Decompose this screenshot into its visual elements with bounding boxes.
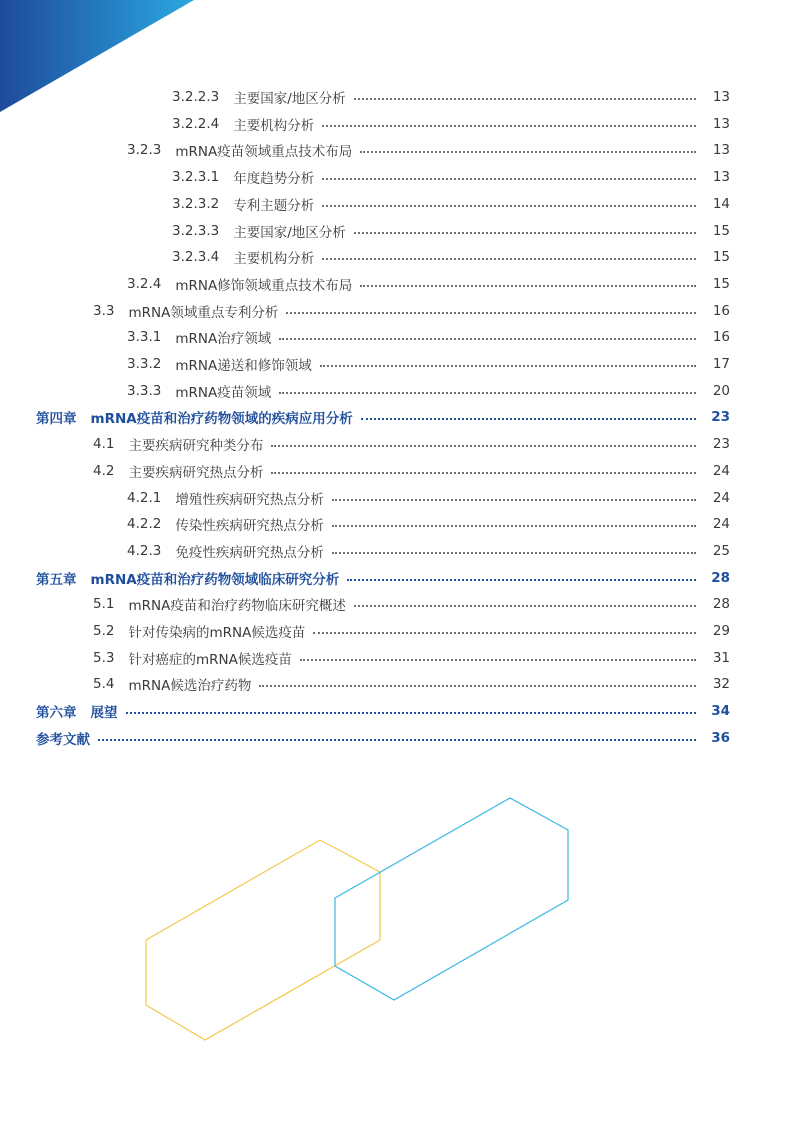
toc-entry[interactable] — [0, 351, 793, 377]
toc-page-number: 29 — [712, 623, 730, 639]
toc-entry[interactable] — [0, 137, 793, 163]
toc-entry-title: 主要机构分析 — [233, 117, 315, 134]
toc-entry-title: mRNA疫苗和治疗药物领域临床研究分析 — [90, 571, 340, 588]
toc-entry[interactable] — [0, 458, 793, 484]
toc-leader-dots — [332, 499, 696, 501]
toc-entry[interactable] — [0, 218, 793, 244]
toc-leader-dots — [360, 151, 696, 153]
toc-entry-number: 3.2.3 — [127, 142, 162, 159]
toc-leader-dots — [354, 605, 696, 607]
toc-entry[interactable] — [0, 431, 793, 457]
toc-entry-title: 免疫性疾病研究热点分析 — [175, 544, 324, 561]
toc-entry-title: mRNA递送和修饰领域 — [175, 358, 312, 374]
toc-chapter-entry[interactable] — [0, 404, 793, 430]
toc-entry-number: 3.3 — [93, 302, 115, 319]
toc-entry-title: mRNA疫苗领域 — [175, 384, 272, 401]
toc-entry-title: 专利主题分析 — [233, 197, 315, 214]
toc-leader-dots — [98, 739, 696, 741]
toc-chapter-entry[interactable] — [0, 725, 793, 751]
toc-entry-number: 4.2.2 — [127, 516, 162, 533]
toc-entry[interactable] — [0, 671, 793, 697]
toc-entry[interactable] — [0, 271, 793, 297]
toc-entry-number: 4.1 — [93, 436, 115, 453]
toc-page-number: 15 — [712, 275, 730, 292]
toc-entry-number: 4.2 — [93, 462, 115, 479]
toc-page-number: 17 — [712, 356, 730, 372]
toc-entry[interactable] — [0, 485, 793, 511]
toc-entry-title: 针对癌症的mRNA候选疫苗 — [128, 651, 292, 668]
toc-entry-number: 4.2.3 — [127, 542, 162, 559]
toc-entry-number: 3.2.4 — [127, 275, 162, 292]
toc-leader-dots — [360, 285, 696, 287]
toc-entry-title: 针对传染病的mRNA候选疫苗 — [128, 625, 306, 641]
toc-page-number: 24 — [712, 462, 730, 479]
toc-leader-dots — [354, 98, 696, 100]
toc-page-number: 13 — [712, 115, 730, 132]
toc-leader-dots — [300, 659, 696, 661]
toc-entry-title: mRNA候选治疗药物 — [128, 678, 252, 695]
toc-entry-number: 第四章 — [36, 411, 77, 428]
toc-leader-dots — [322, 178, 696, 180]
toc-entry-number: 3.3.2 — [127, 356, 162, 372]
toc-page-number: 28 — [711, 569, 730, 586]
toc-page-number: 24 — [712, 489, 730, 506]
toc-entry-number: 3.3.1 — [127, 329, 162, 346]
toc-entry-number: 5.2 — [93, 623, 115, 639]
toc-leader-dots — [354, 232, 696, 234]
toc-entry-number: 3.2.3.2 — [172, 195, 220, 212]
toc-entry-title: mRNA疫苗和治疗药物领域的疾病应用分析 — [90, 411, 353, 428]
toc-entry-number: 3.2.3.4 — [172, 249, 220, 266]
toc-leader-dots — [320, 365, 696, 367]
toc-page-number: 14 — [712, 195, 730, 212]
toc-entry[interactable] — [0, 618, 793, 644]
toc-entry-number: 3.3.3 — [127, 382, 162, 399]
toc-leader-dots — [271, 472, 696, 474]
toc-entry-title: 传染性疾病研究热点分析 — [175, 518, 324, 535]
toc-entry[interactable] — [0, 645, 793, 671]
toc-page-number: 28 — [712, 596, 730, 613]
toc-page-number: 16 — [712, 302, 730, 319]
toc-entry-number: 4.2.1 — [127, 489, 162, 506]
toc-entry-title: 年度趋势分析 — [233, 171, 315, 188]
toc-entry[interactable] — [0, 191, 793, 217]
toc-entry-title: 主要国家/地区分析 — [233, 224, 346, 241]
toc-entry-number: 5.3 — [93, 649, 115, 666]
toc-page-number: 34 — [711, 703, 730, 720]
yellow-hexagon — [146, 840, 380, 1040]
toc-page-number: 23 — [711, 409, 730, 426]
toc-page-number: 16 — [712, 329, 730, 346]
toc-entry-title: 主要疾病研究种类分布 — [128, 438, 264, 455]
toc-entry[interactable] — [0, 84, 793, 110]
toc-leader-dots — [313, 632, 696, 634]
toc-entry[interactable] — [0, 164, 793, 190]
toc-leader-dots — [322, 258, 696, 260]
toc-entry-number: 3.2.2.4 — [172, 115, 220, 132]
toc-page-number: 32 — [712, 676, 730, 693]
toc-entry-title: 主要国家/地区分析 — [233, 91, 346, 107]
toc-entry-number: 第五章 — [36, 571, 77, 588]
toc-page-number: 25 — [712, 542, 730, 559]
toc-leader-dots — [347, 579, 696, 581]
toc-entry-title: 展望 — [90, 705, 118, 722]
toc-entry[interactable] — [0, 244, 793, 270]
toc-leader-dots — [279, 338, 696, 340]
toc-entry[interactable] — [0, 538, 793, 564]
toc-entry-number: 5.1 — [93, 596, 115, 613]
toc-entry-number: 3.2.3.3 — [172, 222, 220, 239]
toc-entry[interactable] — [0, 111, 793, 137]
toc-entry[interactable] — [0, 324, 793, 350]
toc-entry-title: mRNA治疗领域 — [175, 331, 272, 348]
toc-entry-number: 3.2.2.3 — [172, 89, 220, 105]
toc-entry-title: 增殖性疾病研究热点分析 — [175, 491, 324, 508]
toc-chapter-entry[interactable] — [0, 698, 793, 724]
toc-leader-dots — [322, 205, 696, 207]
toc-leader-dots — [322, 125, 696, 127]
toc-leader-dots — [332, 525, 696, 527]
cyan-hexagon — [335, 798, 568, 1000]
toc-entry-title: mRNA疫苗领域重点技术布局 — [175, 144, 353, 161]
toc-entry-title: mRNA领域重点专利分析 — [128, 304, 279, 321]
toc-page-number: 23 — [712, 436, 730, 453]
toc-entry-title: mRNA疫苗和治疗药物临床研究概述 — [128, 598, 346, 615]
toc-entry-title: 主要疾病研究热点分析 — [128, 464, 264, 481]
toc-leader-dots — [259, 685, 696, 687]
toc-page-number: 20 — [712, 382, 730, 399]
toc-page-number: 24 — [712, 516, 730, 533]
toc-page-number: 13 — [712, 89, 730, 105]
toc-leader-dots — [279, 392, 696, 394]
toc-entry[interactable] — [0, 511, 793, 537]
toc-entry-title: mRNA修饰领域重点技术布局 — [175, 277, 353, 294]
toc-entry-title: 主要机构分析 — [233, 251, 315, 268]
toc-entry[interactable] — [0, 298, 793, 324]
toc-leader-dots — [286, 312, 696, 314]
toc-entry-number: 第六章 — [36, 705, 77, 722]
toc-leader-dots — [126, 712, 697, 714]
toc-page-number: 13 — [712, 169, 730, 186]
toc-page-number: 15 — [712, 222, 730, 239]
toc-page-number: 36 — [711, 729, 730, 746]
toc-entry[interactable] — [0, 378, 793, 404]
toc-leader-dots — [332, 552, 696, 554]
toc-entry-number: 3.2.3.1 — [172, 169, 220, 186]
toc-chapter-entry[interactable] — [0, 565, 793, 591]
toc-leader-dots — [271, 445, 696, 447]
toc-entry[interactable] — [0, 591, 793, 617]
toc-leader-dots — [361, 418, 696, 420]
toc-entry-number: 5.4 — [93, 676, 115, 693]
toc-page-number: 31 — [712, 649, 730, 666]
toc-page-number: 13 — [712, 142, 730, 159]
toc-entry-number: 参考文献 — [36, 731, 90, 748]
toc-page-number: 15 — [712, 249, 730, 266]
